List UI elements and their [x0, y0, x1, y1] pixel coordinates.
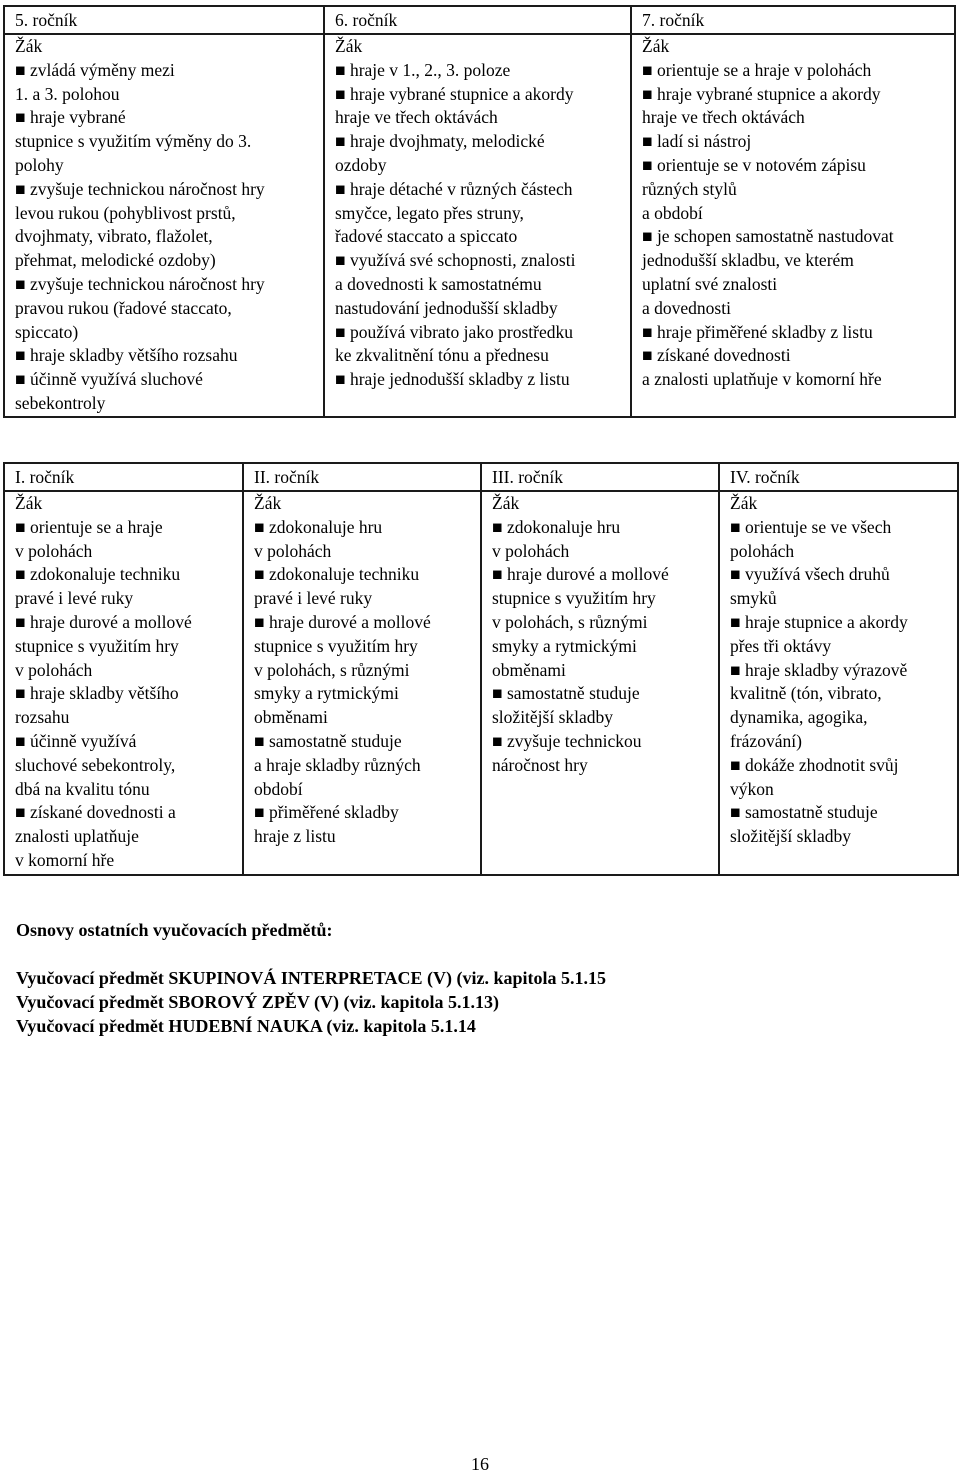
- header-grade-I: I. ročník: [4, 463, 243, 491]
- osnovy-heading: Osnovy ostatních vyučovacích předmětů:: [16, 920, 333, 940]
- page-number: 16: [471, 1454, 489, 1474]
- table-row: [4, 34, 955, 417]
- cell-grade-IV: [719, 491, 958, 875]
- table-header-row: [4, 6, 955, 34]
- cell-text: Žák ■ zvládá výměny mezi 1. a 3. polohou ■ hraje vybrané stupnice s využitím výměny do 3. polohy ■ zvyšuje technickou náročnost hry levou rukou (pohyblivost prstů, dvojhmaty, vibrato, flažolet, přehmat, melodické ozdoby) ■ zvyšuje technickou náročnost hry pravou rukou (řadové staccato, spiccato) ■ hraje skladby většího rozsahu ■ účinně využívá sluchové sebekontroly: [15, 36, 265, 413]
- header-grade-II: II. ročník: [243, 463, 481, 491]
- header-grade-7: 7. ročník: [631, 6, 955, 34]
- header-grade-III: III. ročník: [481, 463, 719, 491]
- curriculum-table-grades-I-IV: [3, 462, 959, 876]
- cell-grade-5: [4, 34, 324, 417]
- curriculum-table-grades-5-7: [3, 5, 956, 418]
- cell-text: Žák ■ hraje v 1., 2., 3. poloze ■ hraje vybrané stupnice a akordy hraje ve třech oktávách ■ hraje dvojhmaty, melodické ozdoby ■ hraje détaché v různých částech smyčce, legato přes struny, řadové staccato a spiccato ■ využívá své schopnosti, znalosti a dovednosti k samostatnému nastudování jednodušší skladby ■ používá vibrato jako prostředku ke zkvalitnění tónu a přednesu ■ hraje jednodušší skladby z listu: [335, 36, 576, 390]
- cell-text: Žák ■ orientuje se a hraje v polohách ■ hraje vybrané stupnice a akordy hraje ve třech oktávách ■ ladí si nástroj ■ orientuje se v notovém zápisu různých stylů a období ■ je schopen samostatně nastudovat jednodušší skladbu, ve kterém uplatní své znalosti a dovednosti ■ hraje přiměřené skladby z listu ■ získané dovednosti a znalosti uplatňuje v komorní hře: [642, 36, 894, 390]
- cell-grade-I: [4, 491, 243, 875]
- cell-grade-7: [631, 34, 955, 417]
- reference-line: Vyučovací předmět SBOROVÝ ZPĚV (V) (viz. kapitola 5.1.13): [16, 992, 499, 1012]
- subject-references: [16, 966, 606, 1038]
- header-grade-6: 6. ročník: [324, 6, 631, 34]
- header-grade-5: 5. ročník: [4, 6, 324, 34]
- reference-line: Vyučovací předmět SKUPINOVÁ INTERPRETACE (V) (viz. kapitola 5.1.15: [16, 968, 607, 988]
- cell-text: Žák ■ orientuje se a hraje v polohách ■ zdokonaluje techniku pravé i levé ruky ■ hraje durové a mollové stupnice s využitím hry v polohách ■ hraje skladby většího rozsahu ■ účinně využívá sluchové sebekontroly, dbá na kvalitu tónu ■ získané dovednosti a znalosti uplatňuje v komorní hře: [15, 493, 192, 870]
- cell-grade-II: [243, 491, 481, 875]
- cell-grade-III: [481, 491, 719, 875]
- cell-grade-6: [324, 34, 631, 417]
- cell-text: Žák ■ zdokonaluje hru v polohách ■ hraje durové a mollové stupnice s využitím hry v polohách, s různými smyky a rytmickými obměnami ■ samostatně studuje složitější skladby ■ zvyšuje technickou náročnost hry: [492, 493, 669, 775]
- reference-line: Vyučovací předmět HUDEBNÍ NAUKA (viz. kapitola 5.1.14: [16, 1016, 476, 1036]
- cell-text: Žák ■ orientuje se ve všech polohách ■ využívá všech druhů smyků ■ hraje stupnice a akordy přes tři oktávy ■ hraje skladby výrazově kvalitně (tón, vibrato, dynamika, agogika, frázování) ■ dokáže zhodnotit svůj výkon ■ samostatně studuje složitější skladby: [730, 493, 908, 847]
- table-row: [4, 491, 958, 875]
- table-header-row: [4, 463, 958, 491]
- header-grade-IV: IV. ročník: [719, 463, 958, 491]
- cell-text: Žák ■ zdokonaluje hru v polohách ■ zdokonaluje techniku pravé i levé ruky ■ hraje durové a mollové stupnice s využitím hry v polohách, s různými smyky a rytmickými obměnami ■ samostatně studuje a hraje skladby různých období ■ přiměřené skladby hraje z listu: [254, 493, 431, 847]
